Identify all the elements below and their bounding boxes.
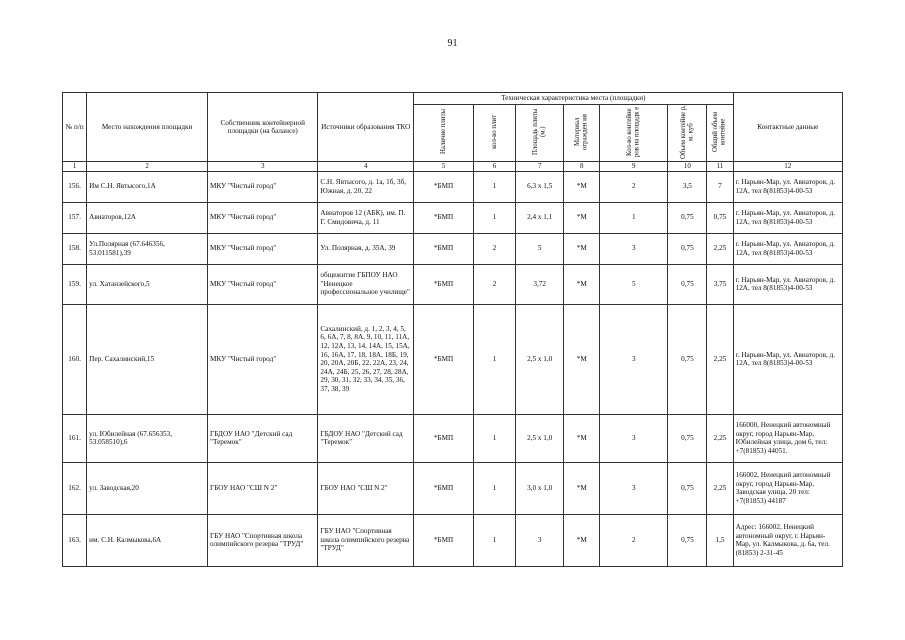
row-sources: общежитие ГБПОУ НАО "Ненецкое профессиональное училище" [318,264,414,304]
row-location: Им С.Н. Явтысого,1А [87,171,208,202]
row-volume: 0,75 [668,202,707,233]
row-fence: *М [564,304,600,414]
tech-group-header: Техническая характеристика места (площадки) [414,93,734,105]
row-volume: 0,75 [668,462,707,514]
col-plates-area-header: Площадь плиты (м.) [516,104,564,162]
row-area: 6,3 х 1,5 [516,171,564,202]
row-area: 5 [516,233,564,264]
row-sources: Ул. Полярная, д. 35А, 39 [318,233,414,264]
row-count: 2 [473,233,515,264]
row-volume: 0,75 [668,514,707,566]
column-index: 1 [63,162,87,171]
row-plates: *БМП [414,462,474,514]
column-index: 8 [564,162,600,171]
row-contacts: г. Нарьян-Мар, ул. Авиаторов, д. 12А, тел 8(81853)4-00-53 [733,202,842,233]
row-count: 1 [473,304,515,414]
column-index: 9 [600,162,668,171]
row-owner: ГБОУ НАО "СШ N 2" [208,462,318,514]
row-fence: *М [564,462,600,514]
row-containers: 3 [600,414,668,462]
row-plates: *БМП [414,202,474,233]
table-row [63,414,843,462]
col-owner-header: Собственник контейнерной площадки (на балансе) [208,93,318,162]
table-row [63,233,843,264]
row-plates: *БМП [414,171,474,202]
row-plates: *БМП [414,264,474,304]
row-count: 1 [473,514,515,566]
row-fence: *М [564,264,600,304]
row-containers: 2 [600,171,668,202]
container-sites-table [62,92,843,567]
row-containers: 1 [600,202,668,233]
row-sources: Авиаторов 12 (АБК), им. П. Г. Смидовича, д. 11 [318,202,414,233]
row-containers: 3 [600,304,668,414]
row-total: 2,25 [707,233,733,264]
row-count: 1 [473,171,515,202]
row-count: 1 [473,202,515,233]
row-owner: ГБДОУ НАО "Детский сад "Теремок" [208,414,318,462]
column-index: 12 [733,162,842,171]
row-fence: *М [564,514,600,566]
col-plates-count-header: кол-во плит [473,104,515,162]
row-contacts: г. Нарьян-Мар, ул. Авиаторов, д. 12А, тел 8(81853)4-00-53 [733,264,842,304]
row-num: 156. [63,171,87,202]
row-volume: 0,75 [668,304,707,414]
row-volume: 0,75 [668,233,707,264]
row-contacts: г. Нарьян-Мар, ул. Авиаторов, д. 12А, тел 8(81853)4-00-53 [733,171,842,202]
header-row [63,93,843,105]
row-location: Авиаторов,12А [87,202,208,233]
row-containers: 3 [600,233,668,264]
row-location: Ул.Полярная (67.646356, 53.011581),39 [87,233,208,264]
row-containers: 3 [600,462,668,514]
row-plates: *БМП [414,233,474,264]
row-owner: МКУ "Чистый город" [208,171,318,202]
column-index: 6 [473,162,515,171]
table-row [63,304,843,414]
row-contacts: г. Нарьян-Мар, ул. Авиаторов, д. 12А, тел 8(81853)4-00-53 [733,233,842,264]
row-sources: ГБУ НАО "Спортивная школа олимпийского резерва "ТРУД" [318,514,414,566]
row-area: 3,72 [516,264,564,304]
page-number: 91 [447,38,458,49]
row-fence: *М [564,233,600,264]
row-location: ул. Заводская,20 [87,462,208,514]
row-area: 2,5 х 1,0 [516,304,564,414]
row-contacts: 166000, Ненецкий автономный округ, город Нарьян-Мар, Юбилейная улица, дом 6, тел: +7(81853) 44051. [733,414,842,462]
column-index: 2 [87,162,208,171]
row-volume: 0,75 [668,264,707,304]
row-containers: 2 [600,514,668,566]
col-total-header: Общий объем контейне [707,104,733,162]
table-row [63,264,843,304]
row-num: 161. [63,414,87,462]
row-total: 2,25 [707,304,733,414]
col-num-header: № п/п [63,93,87,162]
table-row [63,202,843,233]
row-contacts: г. Нарьян-Мар, ул. Авиаторов, д. 12А, тел 8(81853)4-00-53 [733,304,842,414]
col-plates-present-header: Наличие плиты [414,104,474,162]
row-num: 159. [63,264,87,304]
row-num: 157. [63,202,87,233]
row-area: 2,4 х 1,1 [516,202,564,233]
column-index: 10 [668,162,707,171]
col-containers-header: Кол-во контейне ров на площадк е [600,104,668,162]
col-location-header: Место нахождения площадки [87,93,208,162]
row-contacts: 166002, Ненецкий автономный округ, город Нарьян-Мар, Заводская улица, 20 тел: +7(81853) 44187 [733,462,842,514]
row-sources: Сахалинский, д. 1, 2, 3, 4, 5, 6, 6А, 7, 8, 8А, 9, 10, 11, 11А, 12, 12А, 13, 14, 14А, 15, 15А, 16, 16А, 17, 18, 18А, 18Б, 19, 20, 20А, 20Б, 22, 22А, 23, 24, 24А, 24Б, 25, 26, 27, 28, 28А, 29, 30, 31, 32, 33, 34, 35, 36, 37, 38, 39 [318,304,414,414]
row-total: 1,5 [707,514,733,566]
row-total: 3,75 [707,264,733,304]
column-index: 11 [707,162,733,171]
row-owner: МКУ "Чистый город" [208,264,318,304]
col-fence-header: Материал огражден ия [564,104,600,162]
row-count: 1 [473,462,515,514]
column-index: 7 [516,162,564,171]
row-fence: *М [564,202,600,233]
row-volume: 3,5 [668,171,707,202]
table-row [63,514,843,566]
row-total: 2,25 [707,462,733,514]
row-contacts: Адрес: 166002, Ненецкий автономный округ, г. Нарьян-Мар, ул. Калмыкова, д. 6а, тел. (81853) 2-31-45 [733,514,842,566]
row-owner: ГБУ НАО "Спортивная школа олимпийского резерва "ТРУД" [208,514,318,566]
row-fence: *М [564,171,600,202]
col-volume-header: Объем контейне р, м. куб [668,104,707,162]
row-location: им. С.Н. Калмыкова,6А [87,514,208,566]
row-total: 0,75 [707,202,733,233]
row-volume: 0,75 [668,414,707,462]
row-owner: МКУ "Чистый город" [208,304,318,414]
row-owner: МКУ "Чистый город" [208,233,318,264]
row-location: Пер. Сахалинский,15 [87,304,208,414]
row-plates: *БМП [414,414,474,462]
row-count: 1 [473,414,515,462]
row-location: ул. Хатанзейского,5 [87,264,208,304]
row-sources: ГБДОУ НАО "Детский сад "Теремок" [318,414,414,462]
row-area: 3,0 х 1,0 [516,462,564,514]
row-num: 158. [63,233,87,264]
row-location: ул. Юбилейная (67.656353, 53.058510),6 [87,414,208,462]
row-area: 2,5 х 1,0 [516,414,564,462]
row-num: 160. [63,304,87,414]
row-containers: 5 [600,264,668,304]
table-row [63,462,843,514]
column-index: 5 [414,162,474,171]
row-owner: МКУ "Чистый город" [208,202,318,233]
table-row [63,171,843,202]
row-num: 162. [63,462,87,514]
row-total: 2,25 [707,414,733,462]
row-plates: *БМП [414,304,474,414]
column-index: 3 [208,162,318,171]
column-index-row [63,162,843,171]
row-count: 2 [473,264,515,304]
col-contacts-header: Контактные данные [733,93,842,162]
row-plates: *БМП [414,514,474,566]
row-area: 3 [516,514,564,566]
row-num: 163. [63,514,87,566]
col-sources-header: Источники образования ТКО [318,93,414,162]
row-total: 7 [707,171,733,202]
row-sources: С.Н. Явтысого, д. 1а, 1б, 3б, Южная, д. 20, 22 [318,171,414,202]
column-index: 4 [318,162,414,171]
row-fence: *М [564,414,600,462]
row-sources: ГБОУ НАО "СШ N 2" [318,462,414,514]
